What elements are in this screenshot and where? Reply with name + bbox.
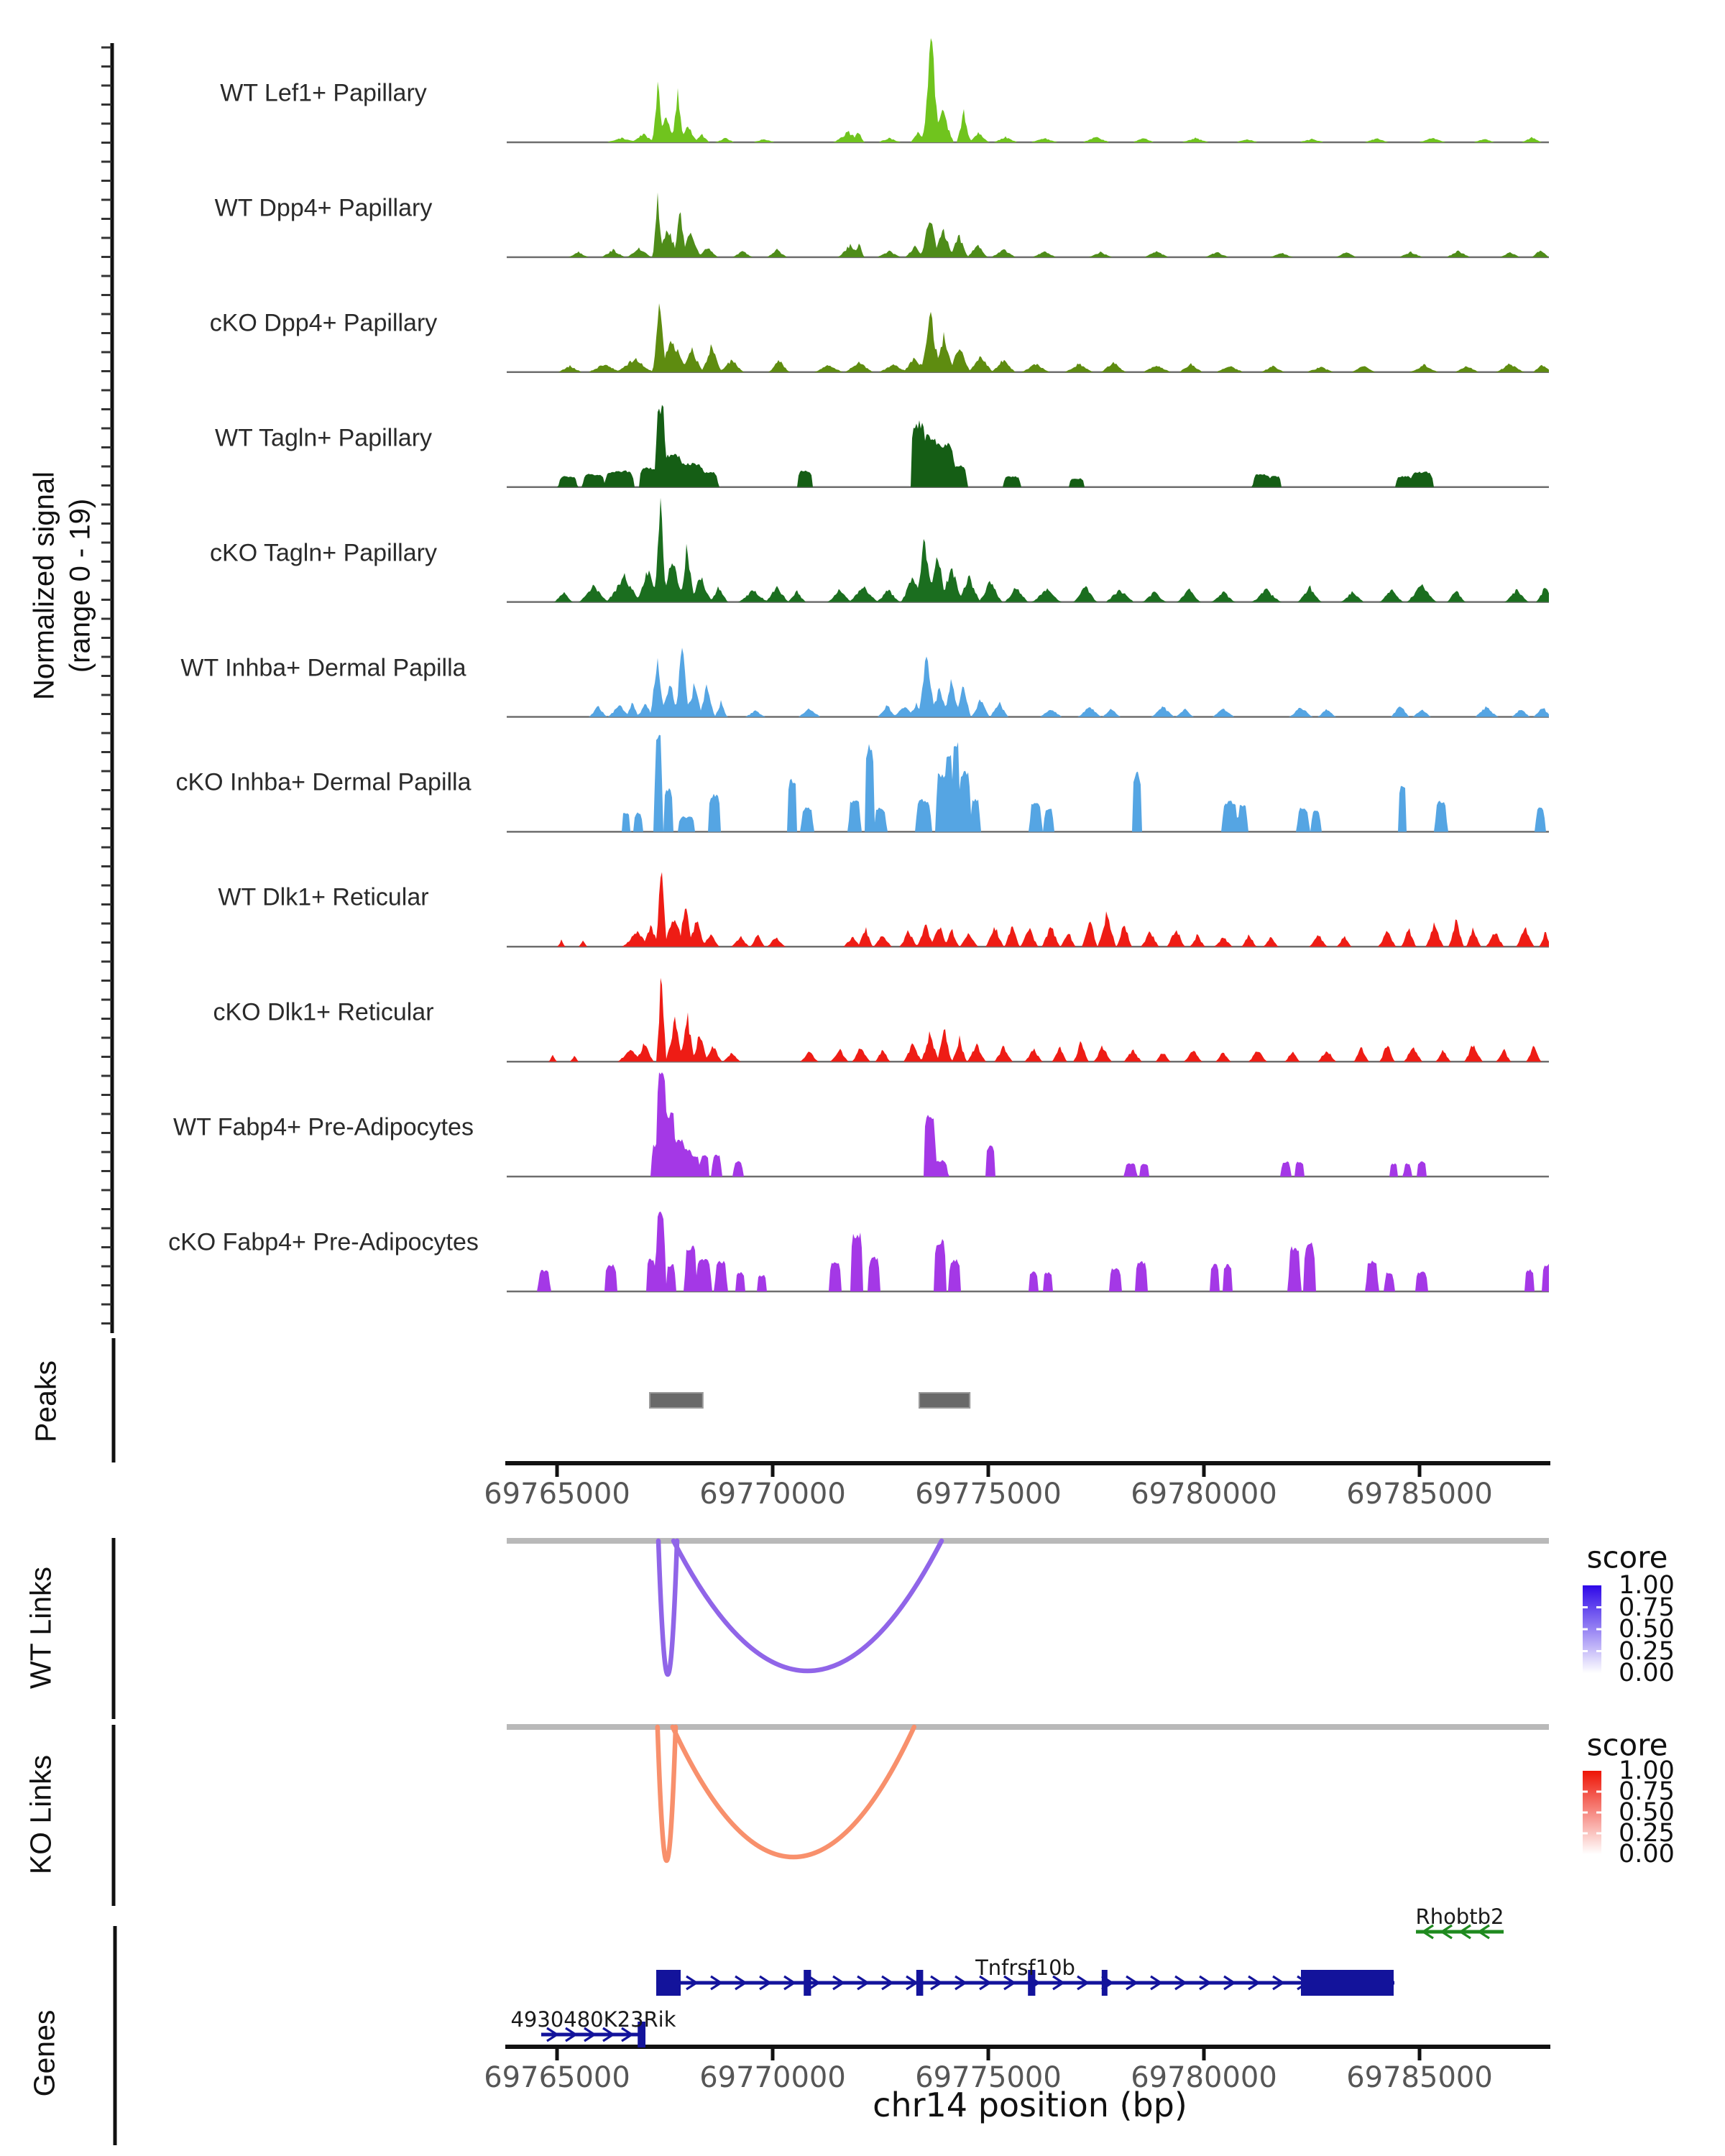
track-label: cKO Fabp4+ Pre-Adipocytes <box>168 1228 479 1256</box>
coverage-signal <box>507 735 1549 832</box>
track-label: WT Lef1+ Papillary <box>220 79 427 107</box>
score-legend-value: 1.00 <box>1619 1756 1675 1785</box>
coverage-signal <box>507 1072 1549 1176</box>
score-legend-value: 0.25 <box>1619 1819 1675 1848</box>
x-axis-tick-label: 69785000 <box>1346 1478 1493 1511</box>
score-legend-title: score <box>1586 1539 1668 1575</box>
section-label-peaks: Peaks <box>29 1360 63 1442</box>
x-axis-tick-label: 69765000 <box>484 2061 630 2094</box>
gene-exon <box>1102 1970 1108 1996</box>
link-arc <box>658 1541 677 1674</box>
score-bar-tick <box>1596 1791 1601 1793</box>
link-arc <box>658 1727 676 1861</box>
coverage-signal <box>507 193 1549 257</box>
score-bar-tick <box>1596 1650 1601 1652</box>
track-label: WT Tagln+ Papillary <box>214 424 433 452</box>
link-arc <box>673 1727 914 1857</box>
peak-region <box>650 1393 703 1408</box>
score-bar-tick <box>1596 1628 1601 1631</box>
coverage-signal <box>507 38 1549 142</box>
score-bar-tick <box>1596 1606 1601 1608</box>
score-legend-value: 0.00 <box>1619 1840 1675 1869</box>
score-bar-tick <box>1583 1791 1588 1793</box>
section-label-genes: Genes <box>27 2009 61 2097</box>
gene-name-label: 4930480K23Rik <box>510 2007 676 2032</box>
score-bar-tick <box>1583 1833 1588 1835</box>
x-axis-tick-label: 69770000 <box>699 1478 846 1511</box>
score-legend-value: 0.75 <box>1619 1777 1675 1806</box>
gene-exon <box>804 1970 811 1996</box>
coverage-signal <box>507 648 1549 717</box>
score-legend-value: 0.50 <box>1619 1615 1675 1644</box>
peak-region <box>919 1393 970 1408</box>
x-axis-tick-label: 69775000 <box>915 1478 1062 1511</box>
score-bar-tick <box>1596 1812 1601 1814</box>
coverage-signal <box>507 872 1549 947</box>
track-label: cKO Dlk1+ Reticular <box>213 998 434 1026</box>
coverage-signal <box>507 978 1549 1062</box>
score-bar-tick <box>1583 1650 1588 1652</box>
track-label: WT Inhba+ Dermal Papilla <box>180 654 466 681</box>
y-axis-label-line2: (range 0 - 19) <box>64 498 96 673</box>
x-axis-tick-label: 69780000 <box>1131 1478 1277 1511</box>
score-legend-value: 1.00 <box>1619 1571 1675 1600</box>
track-label: WT Dpp4+ Papillary <box>214 194 433 222</box>
coverage-signal <box>507 303 1549 372</box>
score-legend-value: 0.75 <box>1619 1593 1675 1622</box>
score-bar-tick <box>1583 1812 1588 1814</box>
gene-name-label: Tnfrsf10b <box>975 1955 1075 1980</box>
gene-name-label: Rhobtb2 <box>1415 1904 1504 1929</box>
score-bar-tick <box>1583 1628 1588 1631</box>
section-label-wt-links: WT Links <box>24 1566 58 1690</box>
link-arc <box>673 1541 942 1671</box>
x-axis-tick-label: 69765000 <box>484 1478 630 1511</box>
coverage-signal <box>507 405 1549 487</box>
x-axis-tick-label: 69785000 <box>1346 2061 1493 2094</box>
score-legend-value: 0.50 <box>1619 1798 1675 1827</box>
track-label: WT Fabp4+ Pre-Adipocytes <box>173 1113 474 1141</box>
score-legend-title: score <box>1586 1727 1668 1763</box>
section-label-ko-links: KO Links <box>24 1754 58 1875</box>
gene-exon <box>656 1970 681 1996</box>
track-label: WT Dlk1+ Reticular <box>218 883 429 911</box>
score-legend-value: 0.00 <box>1619 1659 1675 1687</box>
x-axis-tick-label: 69775000 <box>915 2061 1062 2094</box>
score-legend-value: 0.25 <box>1619 1636 1675 1666</box>
score-bar-tick <box>1583 1606 1588 1608</box>
track-label: cKO Tagln+ Papillary <box>210 539 437 567</box>
track-label: cKO Inhba+ Dermal Papilla <box>175 768 472 796</box>
y-axis-label-line1: Normalized signal <box>28 471 60 700</box>
gene-exon <box>1301 1970 1394 1996</box>
x-axis-tick-label: 69780000 <box>1131 2061 1277 2094</box>
coverage-signal <box>507 498 1549 602</box>
x-axis-title: chr14 position (bp) <box>873 2086 1187 2124</box>
gene-exon <box>916 1970 924 1996</box>
score-bar-tick <box>1596 1833 1601 1835</box>
track-label: cKO Dpp4+ Papillary <box>209 309 438 337</box>
coverage-signal <box>507 1212 1549 1291</box>
x-axis-tick-label: 69770000 <box>699 2061 846 2094</box>
